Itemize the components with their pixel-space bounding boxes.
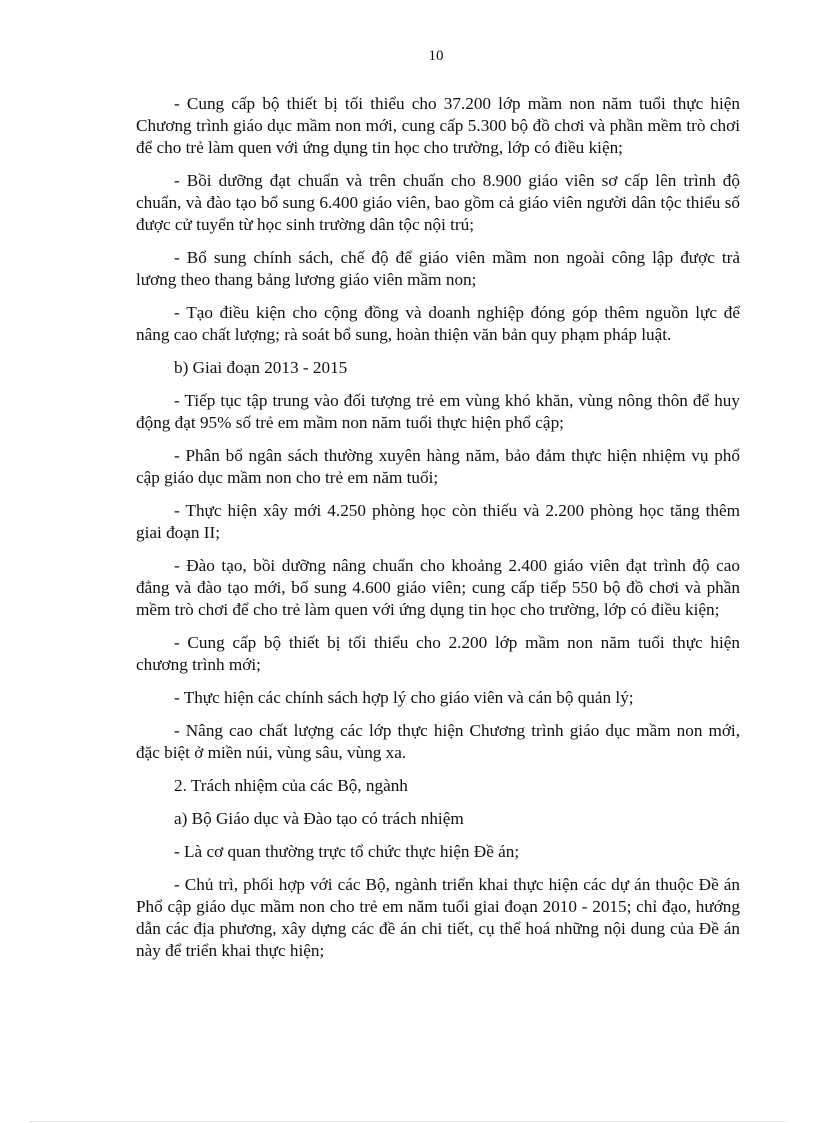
paragraph-staff-policy: - Thực hiện các chính sách hợp lý cho giáo viên và cán bộ quản lý;: [174, 688, 634, 707]
paragraph-mobilization-95: - Tiếp tục tập trung vào đối tượng trẻ em vùng khó khăn, vùng nông thôn để huy động đạt 95% số trẻ em mầm non năm tuổi thực hiện phổ cập;: [136, 391, 740, 432]
paragraph-budget-allocation: - Phân bổ ngân sách thường xuyên hàng năm, bảo đảm thực hiện nhiệm vụ phổ cập giáo dục mầm non cho trẻ em năm tuổi;: [136, 446, 740, 487]
page-bottom-divider: [30, 1121, 786, 1122]
paragraph-salary-policy: - Bổ sung chính sách, chế độ để giáo viên mầm non ngoài công lập được trả lương theo thang bảng lương giáo viên mầm non;: [136, 248, 740, 289]
paragraph-equipment-2200: - Cung cấp bộ thiết bị tối thiểu cho 2.200 lớp mầm non năm tuổi thực hiện chương trình mới;: [136, 633, 740, 674]
paragraph-community-resources: - Tạo điều kiện cho cộng đồng và doanh nghiệp đóng góp thêm nguồn lực để nâng cao chất lượng; rà soát bổ sung, hoàn thiện văn bản quy phạm pháp luật.: [136, 303, 740, 344]
paragraph-teacher-training-2400: - Đào tạo, bồi dưỡng nâng chuẩn cho khoảng 2.400 giáo viên đạt trình độ cao đẳng và đào tạo mới, bổ sung 4.600 giáo viên; cung cấp tiếp 550 bộ đồ chơi và phần mềm trò chơi để cho trẻ làm quen với ứng dụng tin học cho trường, lớp có điều kiện;: [136, 556, 740, 619]
section-heading-responsibilities: 2. Trách nhiệm của các Bộ, ngành: [174, 776, 408, 795]
paragraph-standing-agency: - Là cơ quan thường trực tổ chức thực hiện Đề án;: [174, 842, 520, 861]
paragraph-quality-improvement: - Nâng cao chất lượng các lớp thực hiện Chương trình giáo dục mầm non mới, đặc biệt ở miền núi, vùng sâu, vùng xa.: [136, 721, 740, 762]
paragraph-coordination: - Chủ trì, phối hợp với các Bộ, ngành triển khai thực hiện các dự án thuộc Đề án Phổ cập giáo dục mầm non cho trẻ em năm tuổi giai đoạn 2010 - 2015; chỉ đạo, hướng dẫn các địa phương, xây dựng các đề án chi tiết, cụ thể hoá những nội dung của Đề án này để triển khai thực hiện;: [136, 875, 740, 960]
section-heading-2013-2015: b) Giai đoạn 2013 - 2015: [174, 358, 348, 377]
paragraph-equipment-37200: - Cung cấp bộ thiết bị tối thiểu cho 37.200 lớp mầm non năm tuổi thực hiện Chương trình giáo dục mầm non mới, cung cấp 5.300 bộ đồ chơi và phần mềm trò chơi để cho trẻ làm quen với ứng dụng tin học cho trường, lớp có điều kiện;: [136, 94, 740, 157]
subsection-heading-ministry-education: a) Bộ Giáo dục và Đào tạo có trách nhiệm: [174, 809, 464, 828]
page-number: 10: [428, 48, 444, 64]
paragraph-teacher-training-8900: - Bồi dưỡng đạt chuẩn và trên chuẩn cho 8.900 giáo viên sơ cấp lên trình độ chuẩn, và đào tạo bổ sung 6.400 giáo viên, bao gồm cả giáo viên người dân tộc thiểu số được cử tuyển từ học sinh trường dân tộc nội trú;: [136, 171, 740, 234]
page-body: [136, 93, 740, 973]
paragraph-classroom-construction: - Thực hiện xây mới 4.250 phòng học còn thiếu và 2.200 phòng học tăng thêm giai đoạn II;: [136, 501, 740, 542]
